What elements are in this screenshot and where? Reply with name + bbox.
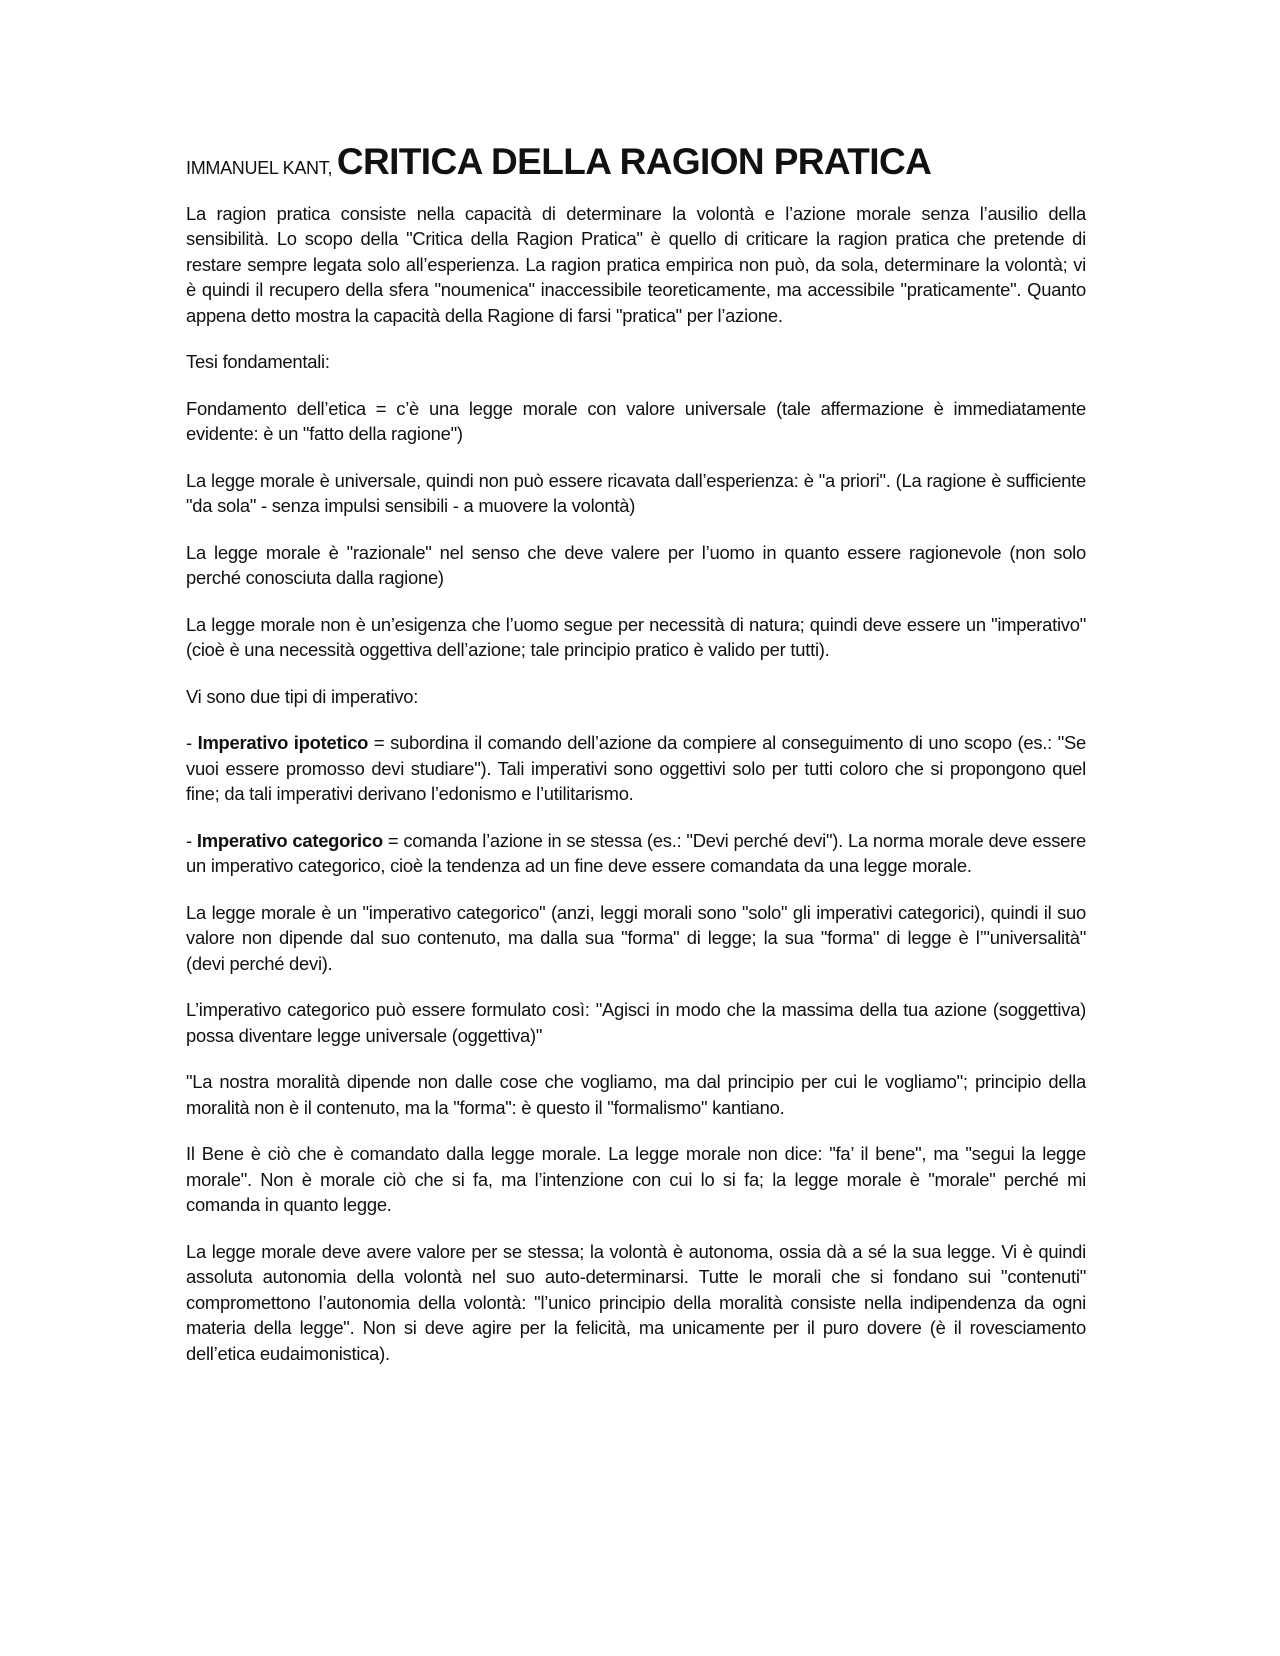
list-dash: - <box>186 829 197 851</box>
section-heading-tesi: Tesi fondamentali: <box>186 351 330 373</box>
paragraph-fondamento: Fondamento dell’etica = c’è una legge morale con valore universale (tale affermazione è immediatamente evidente: è un "fatto della ragione") <box>186 397 1086 445</box>
definition-text: = subordina il comando dell’azione da compiere al conseguimento di uno scopo (es.: "Se vuoi essere promosso devi studiare"). Tali imperativi sono oggettivi solo per tutti coloro che si propongono quel fine; da tali imperativi derivano l’edonismo e l’utilitarismo. <box>186 732 1086 805</box>
paragraph-forma: La legge morale è un "imperativo categorico" (anzi, leggi morali sono "solo" gli imperativi categorici), quindi il suo valore non dipende dal suo contenuto, ma dalla sua "forma" di legge; la sua "forma" di legge è l’"universalità" (devi perché devi). <box>186 901 1086 974</box>
author-name: IMMANUEL KANT, <box>186 158 337 178</box>
paragraph-universale: La legge morale è universale, quindi non può essere ricavata dall’esperienza: è "a priori". (La ragione è sufficiente "da sola" - senza impulsi sensibili - a muovere la volontà) <box>186 469 1086 517</box>
document-title <box>186 142 1086 183</box>
paragraph-imperativo: La legge morale non è un’esigenza che l’uomo segue per necessità di natura; quindi deve essere un "imperativo" (cioè è una necessità oggettiva dell’azione; tale principio pratico è valido per tutti). <box>186 613 1086 661</box>
paragraph-tipi: Vi sono due tipi di imperativo: <box>186 685 419 707</box>
work-title: CRITICA DELLA RAGION PRATICA <box>336 141 932 182</box>
paragraph-imperativo-categorico <box>186 828 1086 879</box>
definition-text: = comanda l’azione in se stessa (es.: "Devi perché devi"). La norma morale deve essere un imperativo categorico, cioè la tendenza ad un fine deve essere comandata da una legge morale. <box>186 829 1087 877</box>
list-dash: - <box>186 732 198 754</box>
paragraph-imperativo-ipotetico <box>186 730 1086 807</box>
paragraph-bene: Il Bene è ciò che è comandato dalla legge morale. La legge morale non dice: "fa’ il bene", ma "segui la legge morale". Non è morale ciò che si fa, ma l’intenzione con cui lo si fa; la legge morale è "morale" perché mi comanda in quanto legge. <box>186 1143 1086 1216</box>
intro-paragraph: La ragion pratica consiste nella capacità di determinare la volontà e l’azione morale senza l’ausilio della sensibilità. Lo scopo della "Critica della Ragion Pratica" è quello di criticare la ragion pratica che pretende di restare sempre legata solo all’esperienza. La ragion pratica empirica non può, da sola, determinare la volontà; vi è quindi il recupero della sfera "noumenica" inaccessibile teoreticamente, ma accessibile "praticamente". Quanto appena detto mostra la capacità della Ragione di farsi "pratica" per l’azione. <box>186 202 1086 326</box>
paragraph-formalismo: "La nostra moralità dipende non dalle cose che vogliamo, ma dal principio per cui le vogliamo"; principio della moralità non è il contenuto, ma la "forma": è questo il "formalismo" kantiano. <box>186 1071 1086 1118</box>
term-imperativo-ipotetico: Imperativo ipotetico <box>197 732 369 754</box>
paragraph-formula: L’imperativo categorico può essere formulato così: "Agisci in modo che la massima della tua azione (soggettiva) possa diventare legge universale (oggettiva)" <box>186 999 1086 1046</box>
paragraph-autonomia: La legge morale deve avere valore per se stessa; la volontà è autonoma, ossia dà a sé la sua legge. Vi è quindi assoluta autonomia della volontà nel suo auto-determinarsi. Tutte le morali che si fondano sui "contenuti" compromettono l’autonomia della volontà: "l’unico principio della moralità consiste nella indipendenza da ogni materia della legge". Non si deve agire per la felicità, ma unicamente per il puro dovere (è il rovesciamento dell’etica eudaimonistica). <box>186 1240 1086 1364</box>
term-imperativo-categorico: Imperativo categorico <box>196 829 383 851</box>
paragraph-razionale: La legge morale è "razionale" nel senso che deve valere per l’uomo in quanto essere ragionevole (non solo perché conosciuta dalla ragione) <box>186 541 1086 589</box>
